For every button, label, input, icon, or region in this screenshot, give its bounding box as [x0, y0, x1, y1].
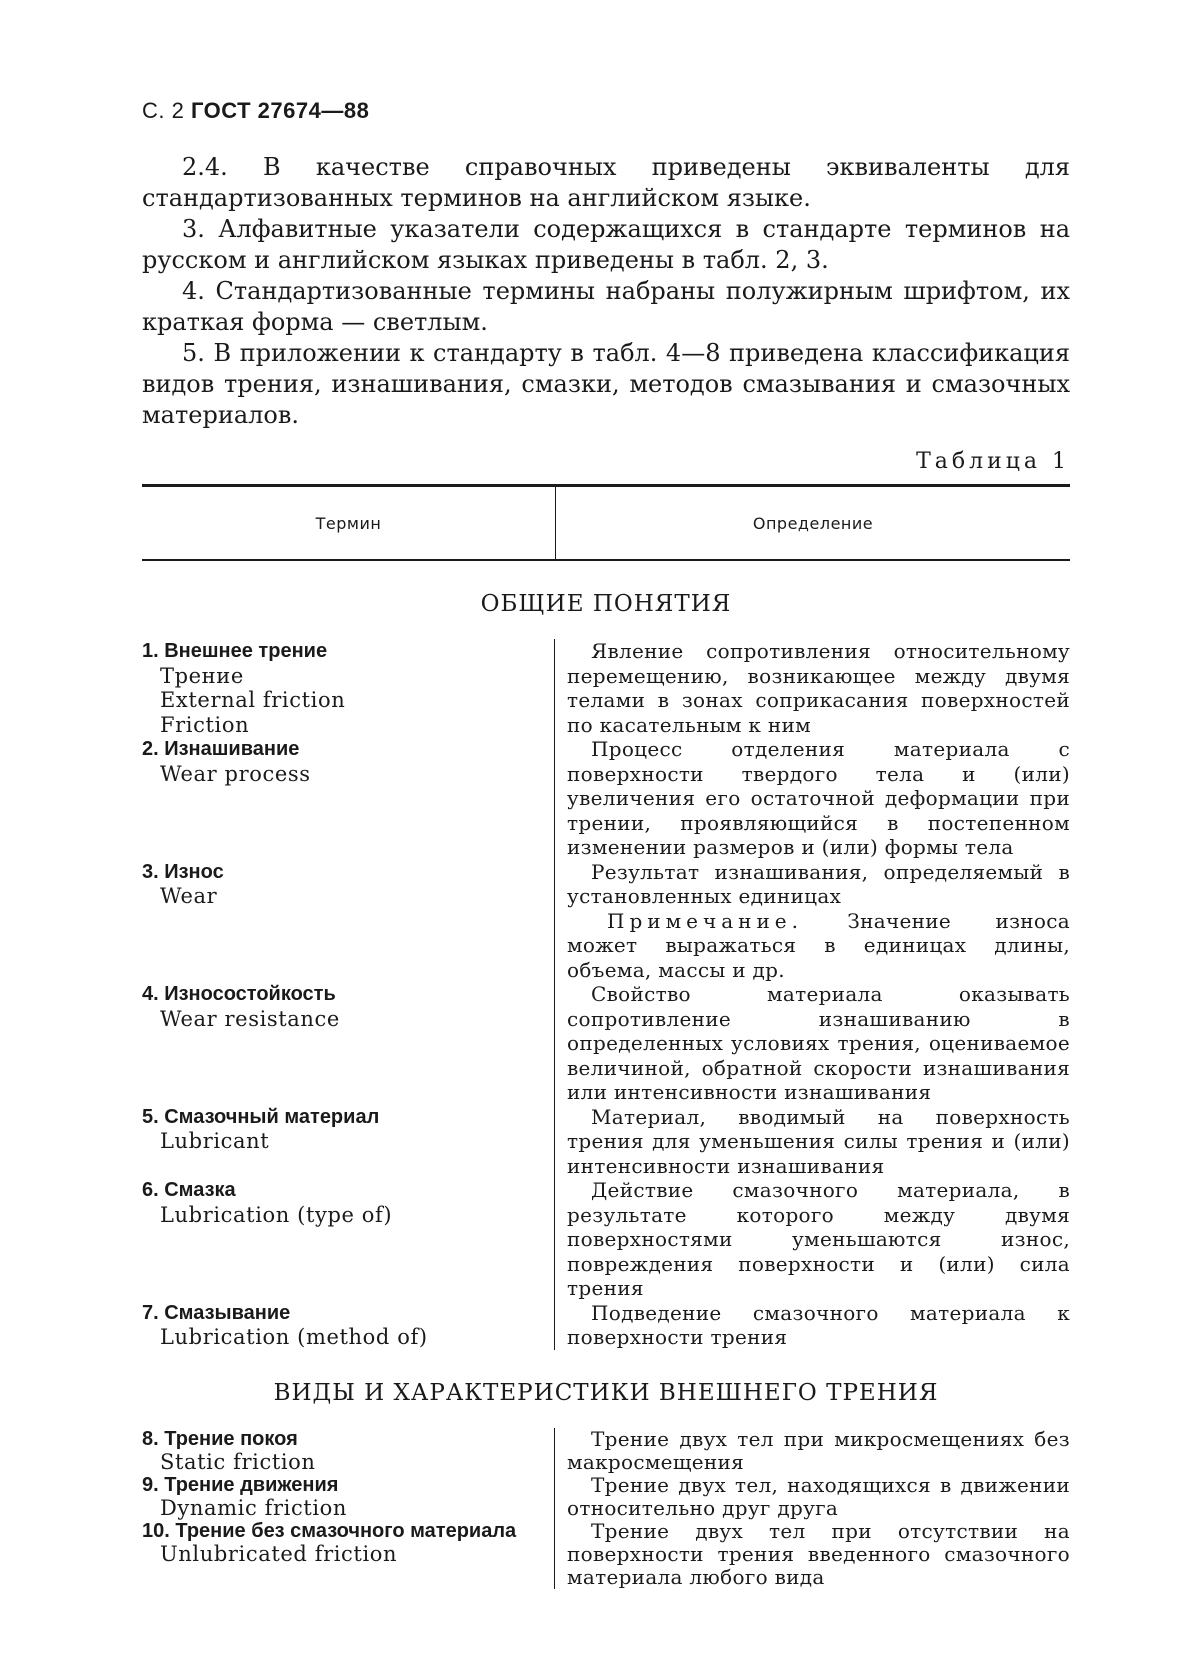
term-cell	[142, 639, 555, 737]
table-row	[142, 1105, 1070, 1179]
definition-text: Материал, вводимый на поверхность трения для уменьшения силы трения и (или) интенсивности изнашивания	[567, 1104, 1070, 1178]
table-row	[142, 1301, 1070, 1350]
term-name: 3. Износ	[142, 860, 224, 883]
definition-text: Трение двух тел, находящихся в движении относительно друг друга	[567, 1472, 1070, 1520]
term-alias: Wear process	[160, 761, 311, 786]
table-title: Таблица 1	[916, 449, 1070, 474]
definition-note	[567, 909, 1070, 983]
term-cell	[142, 1474, 555, 1520]
term-cell	[142, 1520, 555, 1589]
definition-cell	[555, 737, 1070, 860]
definition-text: Результат изнашивания, определяемый в установленных единицах	[567, 859, 1070, 908]
term-alias: Lubricant	[160, 1129, 270, 1153]
definition-cell	[555, 639, 1070, 737]
term-name: 7. Смазывание	[142, 1301, 291, 1324]
term-alias: Wear	[160, 884, 218, 908]
definition-text: Трение двух тел при отсутствии на поверхности трения введенного смазочного материала любого вида	[567, 1518, 1070, 1589]
table-row	[142, 1474, 1070, 1520]
term-name: 10. Трение без смазочного материала	[142, 1519, 517, 1542]
term-name: 9. Трение движения	[142, 1473, 339, 1496]
term-cell	[142, 1105, 555, 1179]
column-header-term: Термин	[142, 487, 556, 559]
standard-id: ГОСТ 27674—88	[190, 98, 370, 123]
definition-text: Действие смазочного материала, в результате которого между двумя поверхностями уменьшаются износ, повреждения поверхности и (или) сила трения	[567, 1178, 1070, 1300]
term-name: 2. Изнашивание	[142, 738, 300, 760]
definition-cell	[555, 1178, 1070, 1301]
definition-cell	[555, 982, 1070, 1105]
definition-cell	[555, 1520, 1070, 1589]
section-rows	[142, 1428, 1070, 1589]
table-row	[142, 1520, 1070, 1589]
intro-paragraph: 5. В приложении к стандарту в табл. 4—8 приведена классификация видов трения, изнашивания, смазки, методов смазывания и смазочных материалов.	[142, 339, 1070, 429]
definition-text: Явление сопротивления относительному перемещению, возникающее между двумя телами в зонах соприкасания поверхностей по касательным к ним	[567, 639, 1070, 737]
term-cell	[142, 982, 555, 1105]
table-row	[142, 860, 1070, 983]
definition-cell	[555, 860, 1070, 983]
term-name: 8. Трение покоя	[142, 1427, 298, 1450]
term-name: 6. Смазка	[142, 1179, 236, 1201]
table-row	[142, 639, 1070, 737]
term-name: 5. Смазочный материал	[142, 1105, 380, 1128]
definition-cell	[555, 1474, 1070, 1520]
term-cell	[142, 860, 555, 983]
document-page	[142, 98, 1070, 1589]
section-rows	[142, 639, 1070, 1350]
table-body	[142, 591, 1070, 1589]
definition-cell	[555, 1301, 1070, 1350]
term-cell	[142, 737, 555, 860]
table-header	[142, 484, 1070, 561]
term-name: 1. Внешнее трение	[142, 640, 328, 662]
table-row	[142, 1428, 1070, 1474]
definition-text: Подведение смазочного материала к поверхности трения	[567, 1300, 1070, 1349]
definition-cell	[555, 1105, 1070, 1179]
intro-text	[142, 152, 1070, 431]
definition-cell	[555, 1428, 1070, 1474]
term-alias: Static friction	[160, 1449, 316, 1474]
term-alias: Unlubricated friction	[160, 1541, 398, 1566]
definition-text: Процесс отделения материала с поверхности твердого тела и (или) увеличения его остаточной деформации при трении, проявляющийся в постепенном изменении размеров и (или) формы тела	[567, 737, 1070, 859]
term-cell	[142, 1428, 555, 1474]
table-row	[142, 982, 1070, 1105]
section-heading: ВИДЫ И ХАРАКТЕРИСТИКИ ВНЕШНЕГО ТРЕНИЯ	[273, 1379, 939, 1406]
term-alias: Friction	[160, 712, 250, 737]
column-header-definition: Определение	[752, 513, 874, 533]
note-label: Примечание.	[607, 908, 803, 933]
term-cell	[142, 1301, 555, 1350]
term-alias: Wear resistance	[160, 1006, 340, 1031]
definition-text: Свойство материала оказывать сопротивление изнашиванию в определенных условиях трения, оцениваемое величиной, обратной скорости изнашивания или интенсивности изнашивания	[567, 982, 1070, 1104]
section-heading: ОБЩИЕ ПОНЯТИЯ	[480, 591, 732, 617]
term-alias: Трение	[160, 663, 244, 688]
page-number: С. 2	[142, 98, 185, 123]
table-row	[142, 737, 1070, 860]
term-alias: Lubrication (method of)	[160, 1325, 428, 1349]
term-cell	[142, 1178, 555, 1301]
intro-paragraph: 3. Алфавитные указатели содержащихся в стандарте терминов на русском и английском языках приведены в табл. 2, 3.	[142, 215, 1070, 274]
note-text: Значение износа может выражаться в единицах длины, объема, массы и др.	[567, 908, 1070, 982]
term-alias: External friction	[160, 688, 346, 712]
page-header	[142, 98, 1070, 124]
intro-paragraph: 2.4. В качестве справочных приведены эквиваленты для стандартизованных терминов на английском языке.	[142, 153, 1070, 212]
table-row	[142, 1178, 1070, 1301]
term-alias: Lubrication (type of)	[160, 1202, 393, 1227]
term-alias: Dynamic friction	[160, 1495, 348, 1520]
intro-paragraph: 4. Стандартизованные термины набраны полужирным шрифтом, их краткая форма — светлым.	[142, 277, 1070, 336]
term-name: 4. Износостойкость	[142, 983, 336, 1005]
definition-text: Трение двух тел при микросмещениях без макросмещения	[567, 1426, 1070, 1474]
